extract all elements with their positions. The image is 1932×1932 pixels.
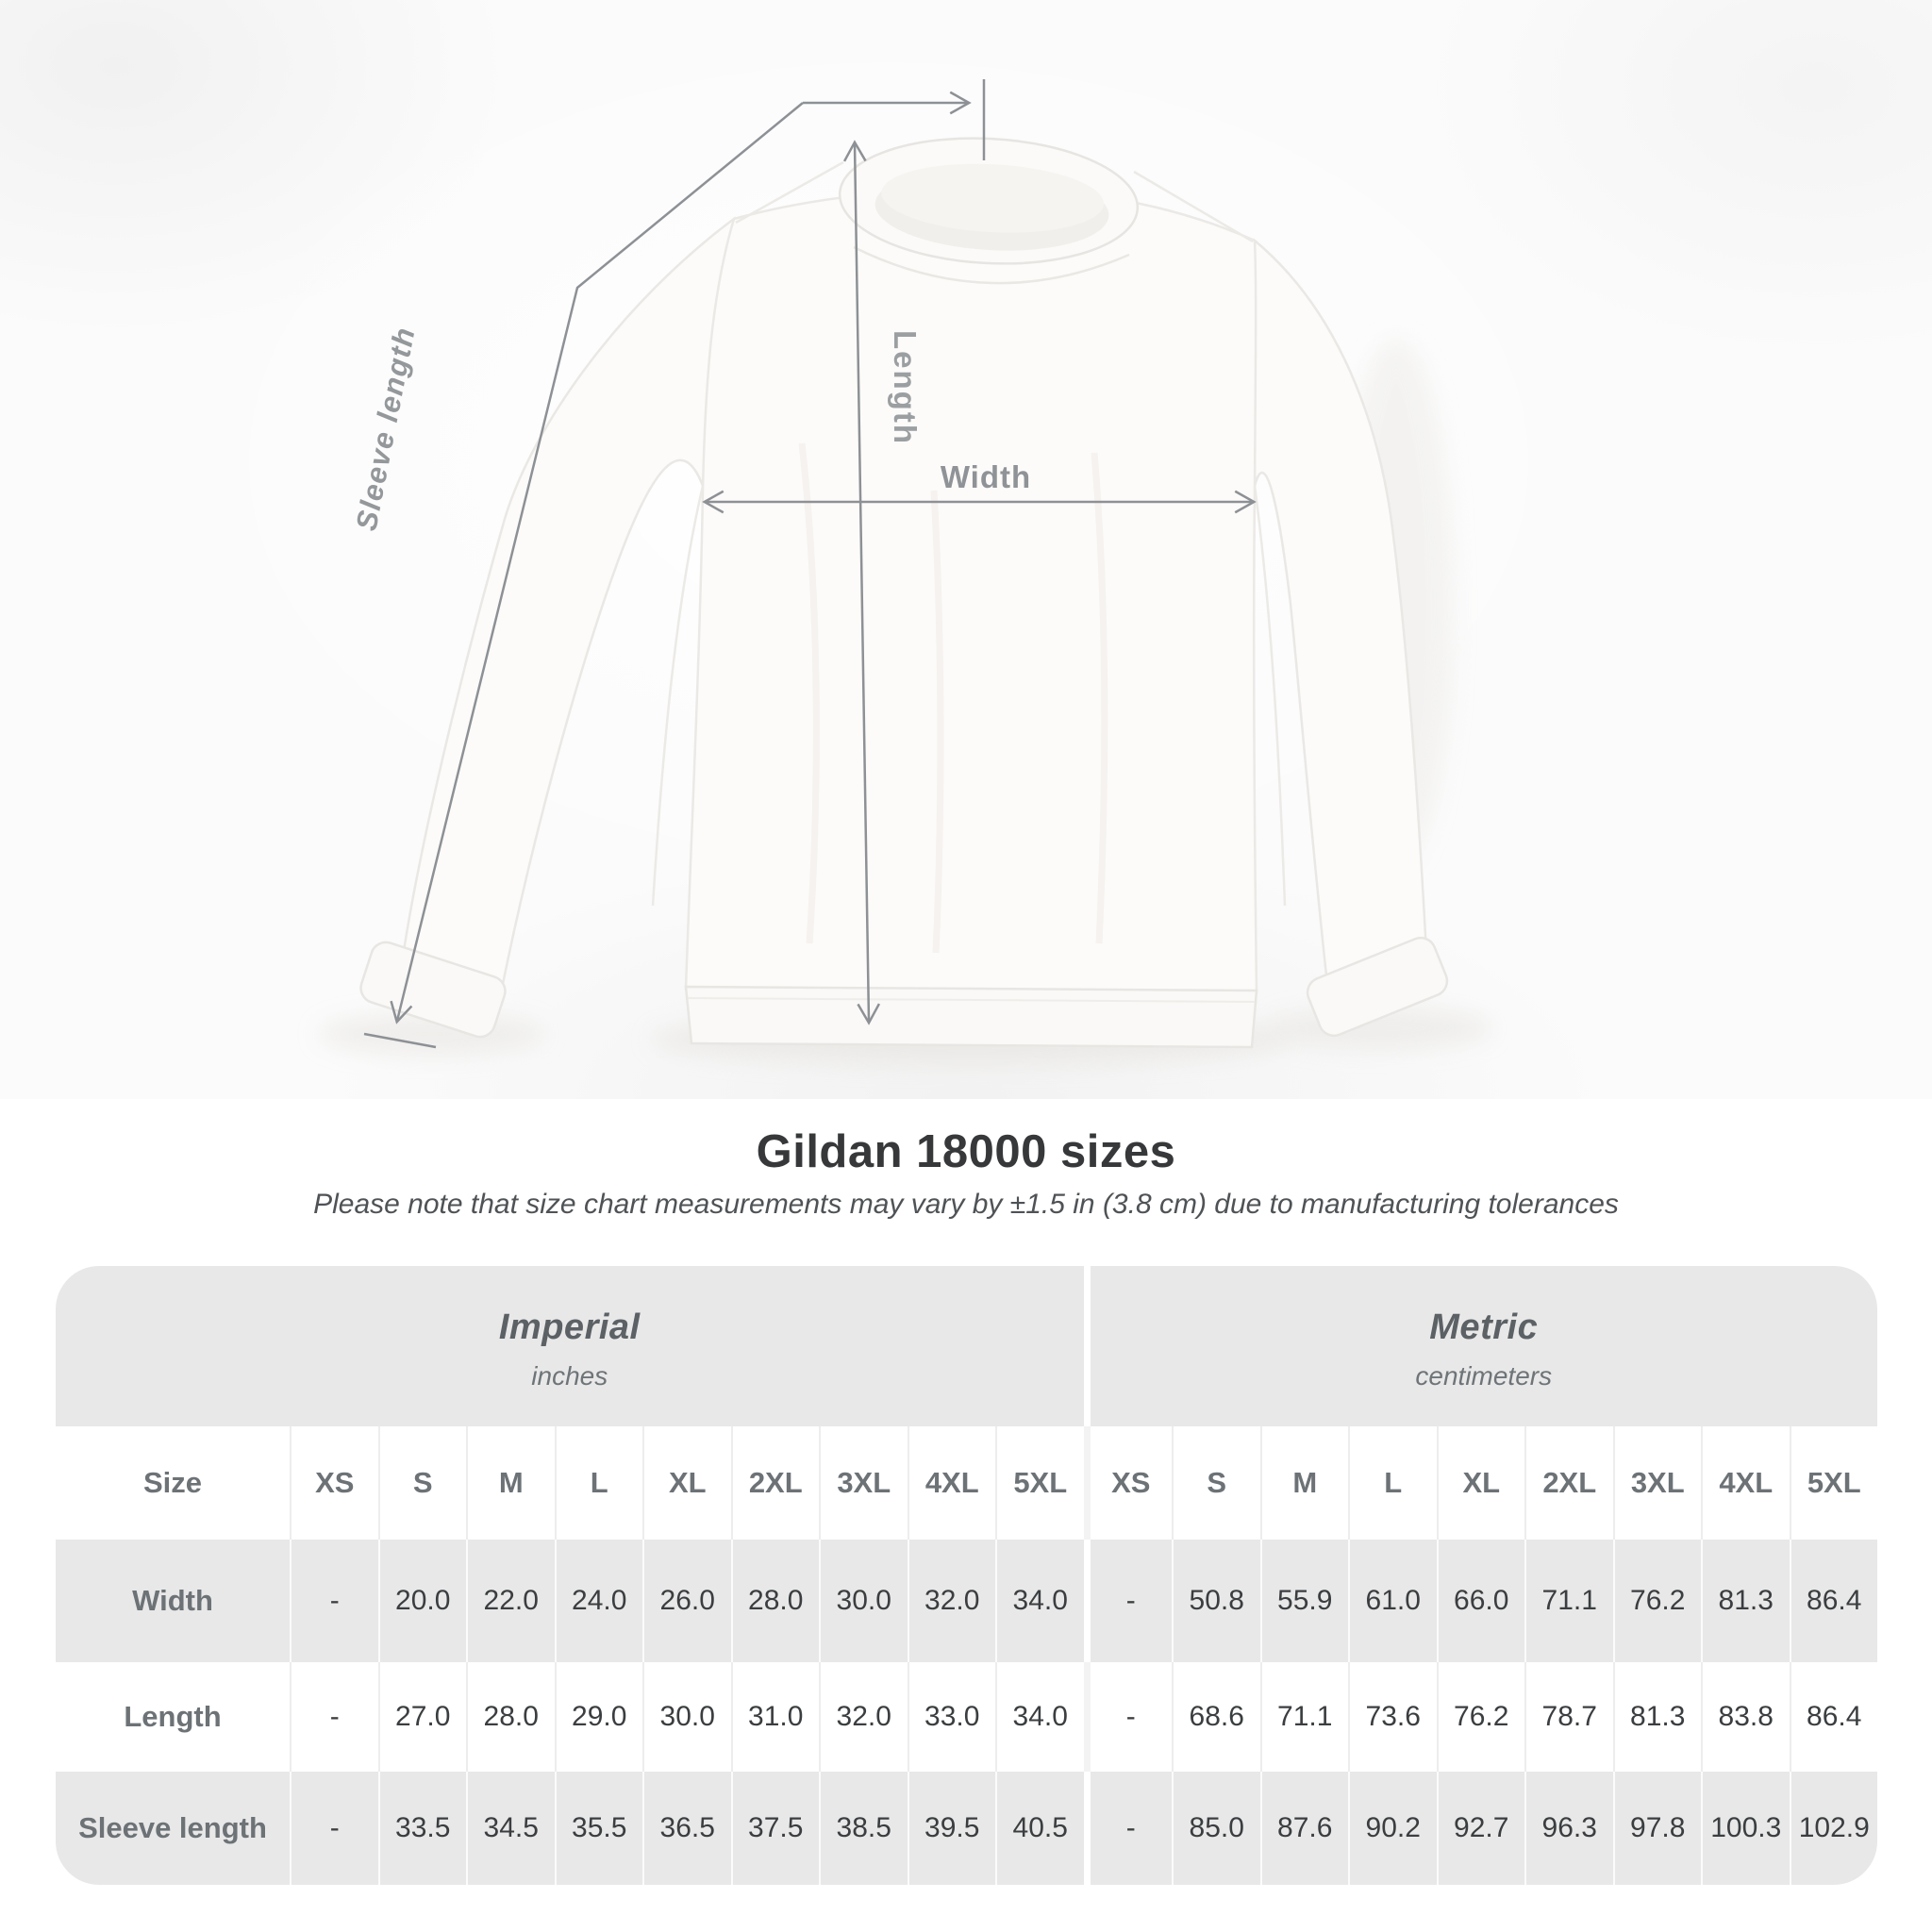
table-cell: 90.2 <box>1348 1772 1437 1885</box>
table-cell: 71.1 <box>1524 1540 1613 1662</box>
table-cell: 102.9 <box>1790 1772 1878 1885</box>
table-cell: 34.0 <box>995 1540 1084 1662</box>
table-cell: 38.5 <box>819 1772 908 1885</box>
table-cell: 68.6 <box>1172 1662 1260 1772</box>
table-cell: 71.1 <box>1260 1662 1349 1772</box>
left-sleeve <box>404 219 734 989</box>
table-cell: 50.8 <box>1172 1540 1260 1662</box>
table-cell: - <box>290 1662 378 1772</box>
size-header: XL <box>642 1426 731 1540</box>
metric-sublabel: centimeters <box>1415 1360 1553 1391</box>
imperial-sublabel: inches <box>531 1360 608 1391</box>
length-label: Length <box>888 330 923 445</box>
table-cell: 28.0 <box>731 1540 820 1662</box>
table-cell: 73.6 <box>1348 1662 1437 1772</box>
table-cell: 87.6 <box>1260 1772 1349 1885</box>
page-title: Gildan 18000 sizes <box>756 1126 1176 1177</box>
table-cell: 97.8 <box>1613 1772 1702 1885</box>
size-header: L <box>555 1426 643 1540</box>
table-cell: 27.0 <box>378 1662 467 1772</box>
table-cell: - <box>1084 1662 1173 1772</box>
width-label: Width <box>940 459 1032 494</box>
table-cell: - <box>290 1540 378 1662</box>
table-cell: 81.3 <box>1701 1540 1790 1662</box>
size-header: 4XL <box>1701 1426 1790 1540</box>
imperial-label: Imperial <box>498 1307 641 1347</box>
size-header: S <box>378 1426 467 1540</box>
metric-label: Metric <box>1429 1307 1539 1347</box>
table-cell: 92.7 <box>1437 1772 1525 1885</box>
table-cell: 66.0 <box>1437 1540 1525 1662</box>
imperial-section-header <box>56 1266 1084 1426</box>
table-cell: 86.4 <box>1790 1540 1878 1662</box>
size-header: M <box>1260 1426 1349 1540</box>
table-cell: 32.0 <box>819 1662 908 1772</box>
table-cell: 29.0 <box>555 1662 643 1772</box>
table-cell: - <box>290 1772 378 1885</box>
size-header: 2XL <box>1524 1426 1613 1540</box>
table-cell: 30.0 <box>819 1540 908 1662</box>
metric-section-header <box>1084 1266 1878 1426</box>
hem-band <box>686 987 1257 1047</box>
table-cell: 33.0 <box>908 1662 996 1772</box>
table-cell: 76.2 <box>1613 1540 1702 1662</box>
table-cell: 85.0 <box>1172 1772 1260 1885</box>
size-header: 2XL <box>731 1426 820 1540</box>
table-cell: 32.0 <box>908 1540 996 1662</box>
table-cell: 30.0 <box>642 1662 731 1772</box>
size-column-header: Size <box>56 1426 290 1540</box>
table-cell: 34.5 <box>466 1772 555 1885</box>
table-cell: - <box>1084 1772 1173 1885</box>
size-table <box>56 1266 1877 1885</box>
table-cell: 35.5 <box>555 1772 643 1885</box>
table-cell: 81.3 <box>1613 1662 1702 1772</box>
table-cell: 61.0 <box>1348 1540 1437 1662</box>
table-cell: 34.0 <box>995 1662 1084 1772</box>
table-cell: 33.5 <box>378 1772 467 1885</box>
table-cell: 22.0 <box>466 1540 555 1662</box>
table-cell: 55.9 <box>1260 1540 1349 1662</box>
size-header: S <box>1172 1426 1260 1540</box>
size-header: L <box>1348 1426 1437 1540</box>
size-header: 3XL <box>819 1426 908 1540</box>
table-cell: 20.0 <box>378 1540 467 1662</box>
table-cell: 86.4 <box>1790 1662 1878 1772</box>
table-cell: 24.0 <box>555 1540 643 1662</box>
size-header: 5XL <box>1790 1426 1878 1540</box>
table-cell: 36.5 <box>642 1772 731 1885</box>
heading-block <box>0 1124 1932 1223</box>
table-cell: 100.3 <box>1701 1772 1790 1885</box>
table-cell: 28.0 <box>466 1662 555 1772</box>
size-header: 3XL <box>1613 1426 1702 1540</box>
tolerance-note: Please note that size chart measurements may vary by ±1.5 in (3.8 cm) due to manufacturing tolerances <box>313 1189 1619 1220</box>
table-cell: 83.8 <box>1701 1662 1790 1772</box>
row-label-width: Width <box>56 1540 290 1662</box>
size-header: XS <box>1084 1426 1173 1540</box>
sleeve-length-label: Sleeve length <box>349 324 422 534</box>
table-cell: 26.0 <box>642 1540 731 1662</box>
size-header: 4XL <box>908 1426 996 1540</box>
row-label-length: Length <box>56 1662 290 1772</box>
row-label-sleeve-length: Sleeve length <box>56 1772 290 1885</box>
table-cell: 39.5 <box>908 1772 996 1885</box>
sweatshirt-body <box>686 189 1257 992</box>
table-cell: 96.3 <box>1524 1772 1613 1885</box>
table-cell: 76.2 <box>1437 1662 1525 1772</box>
size-header: M <box>466 1426 555 1540</box>
table-cell: - <box>1084 1540 1173 1662</box>
table-cell: 37.5 <box>731 1772 820 1885</box>
table-cell: 78.7 <box>1524 1662 1613 1772</box>
table-cell: 40.5 <box>995 1772 1084 1885</box>
size-header: XL <box>1437 1426 1525 1540</box>
size-header: XS <box>290 1426 378 1540</box>
size-header: 5XL <box>995 1426 1084 1540</box>
table-cell: 31.0 <box>731 1662 820 1772</box>
